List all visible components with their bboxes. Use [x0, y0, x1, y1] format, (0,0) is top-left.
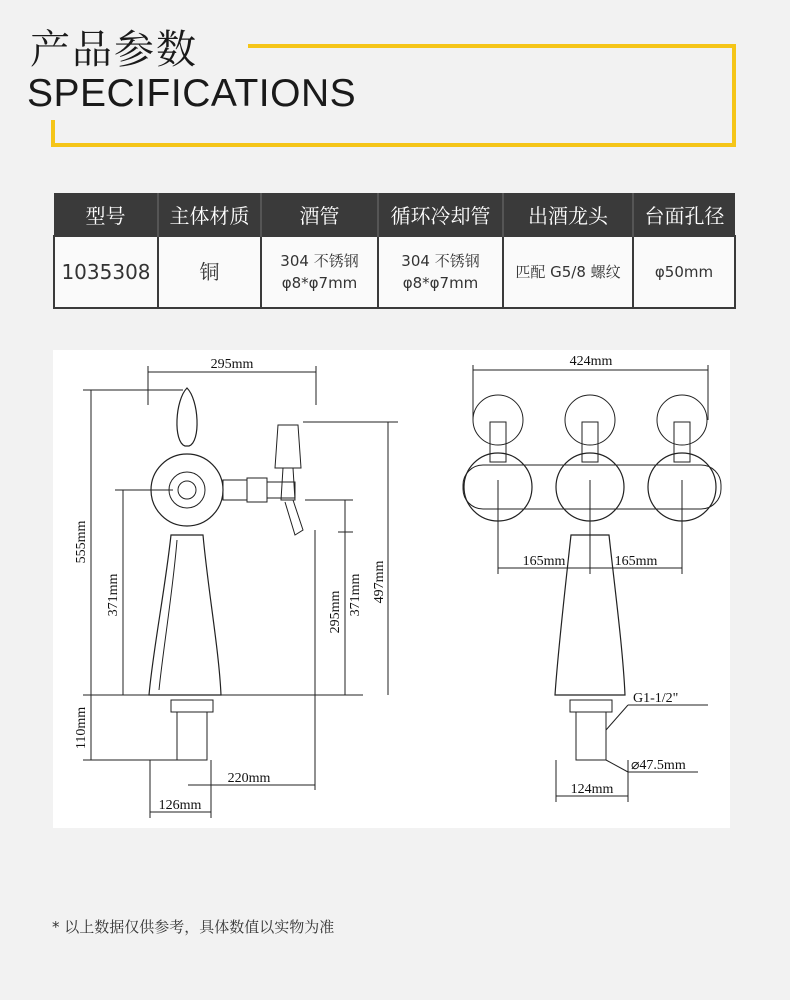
- drawing-svg: [53, 350, 730, 828]
- page-title-en: SPECIFICATIONS: [27, 72, 357, 115]
- cell-beer-pipe-line2: φ8*φ7mm: [281, 274, 358, 292]
- spec-header-row: [54, 193, 735, 236]
- col-header-cooling-pipe: 循环冷却管: [378, 193, 503, 236]
- dim-front-width-total: 424mm: [569, 354, 613, 369]
- col-header-beer-pipe: 酒管: [261, 193, 378, 236]
- cell-beer-pipe: [261, 236, 378, 308]
- cell-cooling-pipe-line1: 304 不锈钢: [401, 252, 480, 270]
- col-header-material: 主体材质: [158, 193, 261, 236]
- cell-tap: 匹配 G5/8 螺纹: [503, 236, 633, 308]
- accent-frame-bottom: [51, 143, 736, 147]
- dim-front-thread: G1-1/2": [633, 691, 679, 706]
- col-header-model: 型号: [54, 193, 158, 236]
- dim-side-reach: 220mm: [227, 771, 271, 786]
- accent-frame-left: [51, 120, 55, 147]
- dim-side-height-base: 110mm: [74, 706, 89, 750]
- dim-side-height-outlet: 295mm: [328, 590, 343, 634]
- cell-model: 1035308: [54, 236, 158, 308]
- disclaimer-note: * 以上数据仅供参考，具体数值以实物为准: [52, 918, 335, 936]
- page-title-cn: 产品参数: [30, 27, 198, 73]
- dim-side-height-total: 555mm: [74, 520, 89, 564]
- dim-side-height-body: 371mm: [106, 573, 121, 617]
- dim-front-base-width: 124mm: [570, 782, 614, 797]
- accent-frame-top: [248, 44, 734, 48]
- dim-side-base-width: 126mm: [158, 798, 202, 813]
- accent-frame-right: [732, 44, 736, 147]
- cell-cooling-pipe: [378, 236, 503, 308]
- cell-hole: φ50mm: [633, 236, 735, 308]
- technical-drawing: [53, 350, 730, 828]
- cell-beer-pipe-line1: 304 不锈钢: [280, 252, 359, 270]
- cell-cooling-pipe-line2: φ8*φ7mm: [402, 274, 479, 292]
- col-header-tap: 出酒龙头: [503, 193, 633, 236]
- dim-side-height-tap: 497mm: [372, 560, 387, 604]
- spec-data-row: [54, 236, 735, 308]
- front-view: [463, 365, 721, 802]
- dim-side-height-right-body: 371mm: [348, 573, 363, 617]
- cell-material: 铜: [158, 236, 261, 308]
- col-header-hole: 台面孔径: [633, 193, 735, 236]
- spec-table: [53, 193, 736, 309]
- dim-front-spacing-right: 165mm: [614, 554, 658, 569]
- dim-side-width-top: 295mm: [210, 357, 254, 372]
- dim-front-spacing-left: 165mm: [522, 554, 566, 569]
- dim-front-diameter: ⌀47.5mm: [631, 758, 686, 773]
